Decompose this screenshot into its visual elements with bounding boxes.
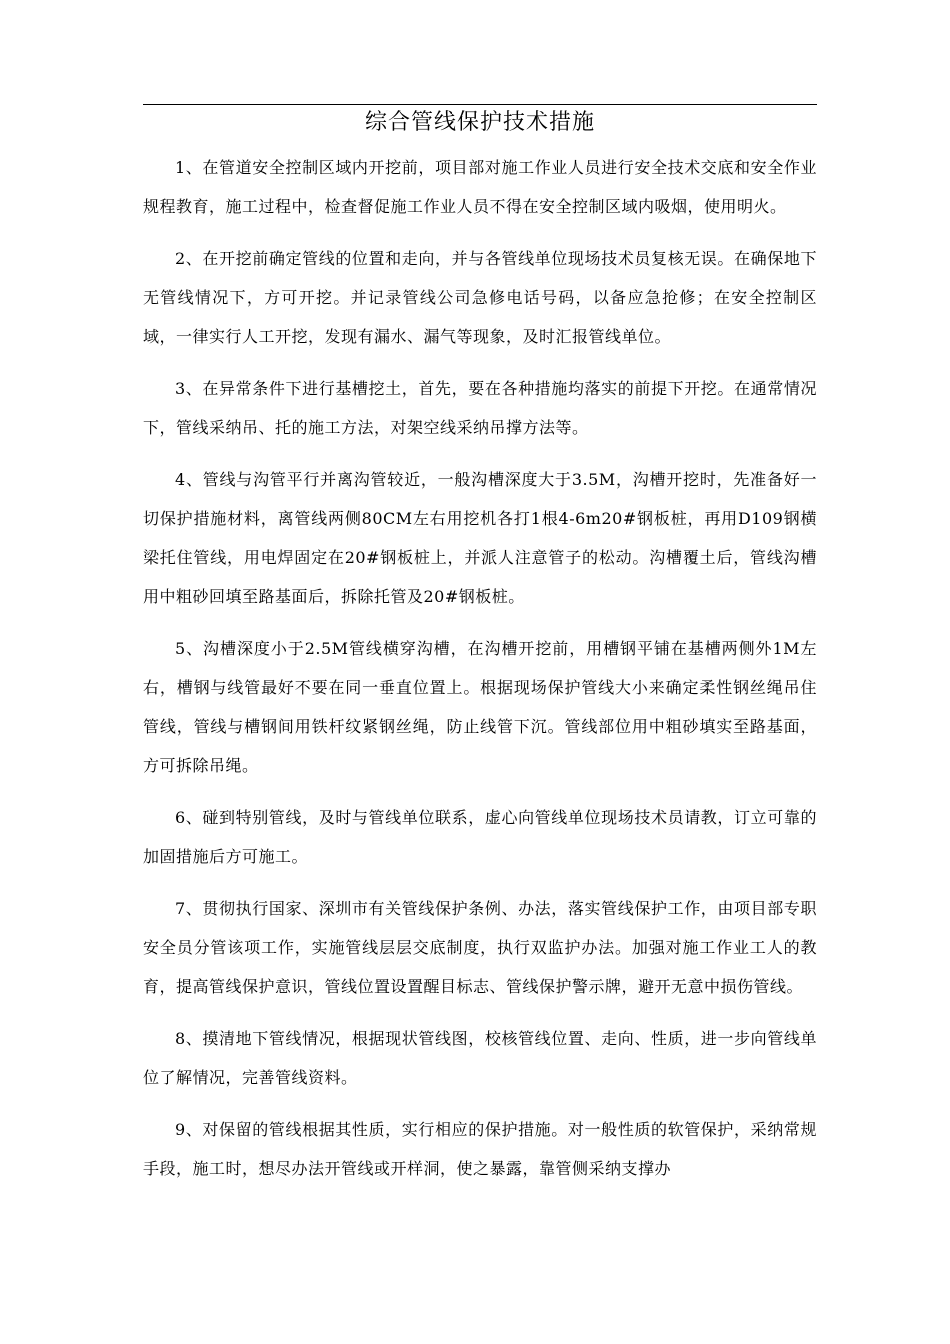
document-body xyxy=(143,148,817,1201)
paragraph-1: 1、在管道安全控制区域内开挖前，项目部对施工作业人员进行安全技术交底和安全作业规程教育，施工过程中，检查督促施工作业人员不得在安全控制区域内吸烟，使用明火。 xyxy=(143,158,817,216)
paragraph-6: 6、碰到特别管线，及时与管线单位联系，虚心向管线单位现场技术员请教，订立可靠的加固措施后方可施工。 xyxy=(143,808,817,866)
header-divider xyxy=(143,104,817,105)
paragraph-4: 4、管线与沟管平行并离沟管较近，一般沟槽深度大于3.5M，沟槽开挖时，先准备好一切保护措施材料，离管线两侧80CM左右用挖机各打1根4-6m20#钢板桩，再用D109钢横梁托住管线，用电焊固定在20#钢板桩上，并派人注意管子的松动。沟槽覆土后，管线沟槽用中粗砂回填至路基面后，拆除托管及20#钢板桩。 xyxy=(143,470,817,606)
paragraph-7: 7、贯彻执行国家、深圳市有关管线保护条例、办法，落实管线保护工作，由项目部专职安全员分管该项工作，实施管线层层交底制度，执行双监护办法。加强对施工作业工人的教育，提高管线保护意识，管线位置设置醒目标志、管线保护警示牌，避开无意中损伤管线。 xyxy=(143,899,817,996)
document-title: 综合管线保护技术措施 xyxy=(364,110,595,135)
paragraph-8: 8、摸清地下管线情况，根据现状管线图，校核管线位置、走向、性质，进一步向管线单位了解情况，完善管线资料。 xyxy=(143,1029,817,1087)
paragraph-3: 3、在异常条件下进行基槽挖土，首先，要在各种措施均落实的前提下开挖。在通常情况下，管线采纳吊、托的施工方法，对架空线采纳吊撑方法等。 xyxy=(143,379,817,437)
paragraph-9: 9、对保留的管线根据其性质，实行相应的保护措施。对一般性质的软管保护，采纳常规手段，施工时，想尽办法开管线或开样洞，使之暴露，靠管侧采纳支撑办 xyxy=(143,1120,817,1178)
paragraph-5: 5、沟槽深度小于2.5M管线横穿沟槽，在沟槽开挖前，用槽钢平铺在基槽两侧外1M左右，槽钢与线管最好不要在同一垂直位置上。根据现场保护管线大小来确定柔性钢丝绳吊住管线，管线与槽钢间用铁杆纹紧钢丝绳，防止线管下沉。管线部位用中粗砂填实至路基面，方可拆除吊绳。 xyxy=(143,639,817,775)
paragraph-2: 2、在开挖前确定管线的位置和走向，并与各管线单位现场技术员复核无误。在确保地下无管线情况下，方可开挖。并记录管线公司急修电话号码，以备应急抢修；在安全控制区域，一律实行人工开挖，发现有漏水、漏气等现象，及时汇报管线单位。 xyxy=(143,249,817,346)
